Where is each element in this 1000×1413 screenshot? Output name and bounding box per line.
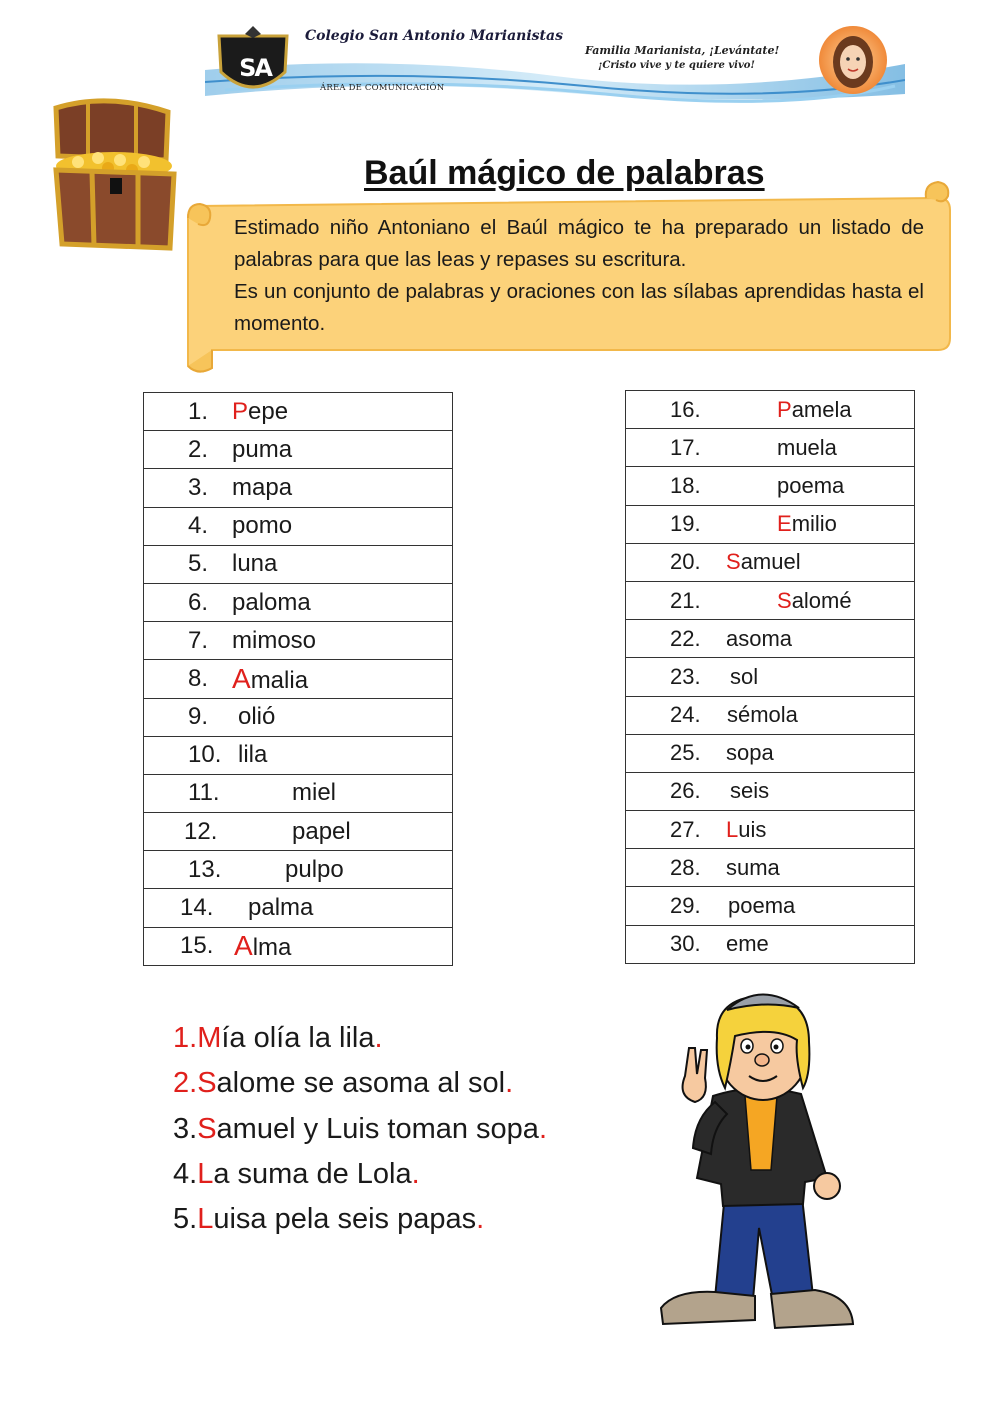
word-number: 5. (188, 550, 209, 578)
table-row (144, 507, 453, 545)
sentence-initial: S (197, 1067, 217, 1100)
word-initial: L (726, 816, 739, 842)
word-text (726, 817, 766, 843)
header-banner (205, 24, 905, 106)
word-text (730, 778, 769, 804)
word-cell (626, 772, 915, 810)
word-rest: olió (238, 703, 276, 731)
intro-text (234, 212, 924, 340)
table-row (626, 734, 915, 772)
word-cell (626, 887, 915, 925)
table-row (144, 583, 453, 621)
table-row (144, 393, 453, 431)
treasure-chest-icon (48, 98, 183, 253)
sentence-list (173, 1016, 547, 1242)
sentence-number: 4. (173, 1157, 198, 1190)
word-text (285, 856, 344, 884)
word-text (726, 626, 792, 652)
word-text (292, 818, 351, 846)
word-text (777, 435, 837, 461)
word-rest: paloma (232, 588, 311, 616)
table-row (626, 925, 915, 963)
sentence-period: . (538, 1112, 547, 1145)
word-rest: pulpo (285, 855, 344, 883)
word-number: 16. (670, 396, 701, 422)
sentence-period: . (505, 1067, 514, 1100)
word-cell (626, 925, 915, 963)
table-row (626, 429, 915, 467)
girl-portrait-icon (819, 26, 887, 94)
table-row (626, 505, 915, 543)
word-rest: poema (728, 893, 796, 919)
word-cell (144, 698, 453, 736)
word-text (238, 741, 267, 769)
word-rest: uis (738, 816, 767, 842)
table-row (626, 887, 915, 925)
sentence-number: 2. (173, 1067, 198, 1100)
word-initial: P (777, 396, 792, 422)
motto-line-1: Familia Marianista, ¡Levántate! (585, 44, 780, 57)
sentence-period: . (476, 1203, 485, 1236)
word-rest: mapa (232, 473, 293, 501)
word-cell (144, 545, 453, 583)
word-text (777, 511, 837, 537)
word-text (232, 663, 308, 695)
word-initial: S (777, 587, 792, 613)
word-text (232, 398, 288, 426)
table-row (144, 431, 453, 469)
word-number: 17. (670, 434, 701, 460)
word-number: 15. (180, 932, 214, 960)
word-rest: palma (248, 894, 314, 922)
sentence-number: 5. (173, 1203, 198, 1236)
word-number: 6. (188, 588, 209, 616)
word-text (726, 931, 769, 957)
word-number: 21. (670, 587, 701, 613)
sentence-number: 1. (173, 1022, 198, 1054)
table-row (626, 811, 915, 849)
table-row (144, 927, 453, 965)
word-rest: puma (232, 435, 293, 463)
sentence-text: amuel y Luis toman sopa (216, 1112, 539, 1145)
table-row (626, 620, 915, 658)
word-rest: suma (726, 854, 780, 880)
word-rest: miel (292, 779, 337, 807)
word-cell (144, 393, 453, 431)
area-name: ÁREA DE COMUNICACIÓN (320, 83, 445, 93)
word-initial: A (232, 662, 251, 694)
table-row (144, 774, 453, 812)
word-number: 2. (188, 435, 209, 463)
word-rest: milio (791, 511, 837, 537)
table-row (626, 543, 915, 581)
word-cell (626, 658, 915, 696)
word-table-left (143, 392, 453, 966)
word-text (777, 473, 844, 499)
word-text (730, 664, 758, 690)
word-text (232, 436, 292, 464)
word-number: 25. (670, 740, 701, 766)
word-cell (144, 774, 453, 812)
word-number: 10. (188, 741, 222, 769)
word-text (238, 703, 275, 731)
word-text (232, 474, 292, 502)
word-cell (626, 581, 915, 619)
word-number: 24. (670, 702, 701, 728)
word-text (777, 588, 852, 614)
word-number: 27. (670, 816, 701, 842)
word-number: 30. (670, 931, 701, 957)
table-row (144, 622, 453, 660)
sentence-item (173, 1016, 547, 1061)
table-row (626, 467, 915, 505)
word-cell (626, 429, 915, 467)
word-cell (626, 620, 915, 658)
word-initial: S (726, 549, 741, 575)
word-initial: E (777, 511, 792, 537)
word-number: 26. (670, 778, 701, 804)
word-rest: amela (791, 396, 852, 422)
word-cell (626, 811, 915, 849)
word-rest: malia (250, 666, 309, 694)
word-number: 8. (188, 664, 209, 692)
sentence-text: a suma de Lola (213, 1157, 412, 1190)
sentence-item (173, 1107, 547, 1152)
word-text (232, 512, 292, 540)
word-cell (626, 467, 915, 505)
word-rest: lila (238, 741, 268, 769)
intro-paragraph-1: Estimado niño Antoniano el Baúl mágico te ha preparado un listado de palabras para que las leas y repases su escritura. (234, 216, 924, 271)
word-cell (144, 469, 453, 507)
table-row (144, 889, 453, 927)
sentence-initial: L (197, 1157, 214, 1190)
word-text (292, 779, 336, 807)
sentence-period: . (411, 1157, 420, 1190)
table-row (626, 658, 915, 696)
sentence-initial: M (197, 1022, 222, 1054)
word-text (726, 549, 801, 575)
word-text (232, 589, 311, 617)
school-name: Colegio San Antonio Marianistas (305, 28, 563, 44)
word-rest: luna (232, 550, 278, 578)
word-text (726, 740, 774, 766)
word-number: 23. (670, 663, 701, 689)
word-cell (626, 543, 915, 581)
sentence-text: uisa pela seis papas (213, 1203, 477, 1236)
word-cell (626, 849, 915, 887)
word-cell (144, 851, 453, 889)
word-table-right (625, 390, 915, 964)
table-row (144, 736, 453, 774)
word-number: 12. (184, 817, 218, 845)
word-cell (626, 734, 915, 772)
word-cell (144, 431, 453, 469)
word-number: 7. (188, 626, 209, 654)
sentence-text: alome se asoma al sol (216, 1067, 506, 1100)
word-number: 29. (670, 893, 701, 919)
intro-scroll (182, 178, 952, 378)
word-rest: sémola (727, 702, 798, 728)
word-text (232, 627, 316, 655)
table-row (144, 698, 453, 736)
table-row (144, 545, 453, 583)
word-number: 9. (188, 703, 209, 731)
word-number: 20. (670, 549, 701, 575)
word-rest: asoma (726, 625, 793, 651)
word-cell (144, 507, 453, 545)
word-cell (144, 660, 453, 698)
word-number: 11. (188, 779, 220, 807)
word-rest: sol (730, 663, 759, 689)
word-text (728, 893, 795, 919)
sentence-text: ía olía la lila (221, 1022, 375, 1054)
word-rest: seis (730, 778, 770, 804)
word-text (727, 702, 798, 728)
word-initial: A (234, 930, 253, 962)
word-text (234, 930, 291, 962)
table-row (144, 660, 453, 698)
sentence-number: 3. (173, 1112, 198, 1145)
word-rest: lma (252, 934, 292, 962)
word-cell (626, 696, 915, 734)
logo-initials: SA (239, 54, 271, 82)
sentence-initial: S (197, 1112, 217, 1145)
motto-line-2: ¡Cristo vive y te quiere vivo! (598, 60, 755, 71)
word-rest: eme (726, 931, 769, 957)
word-cell (144, 927, 453, 965)
word-number: 18. (670, 472, 701, 498)
word-rest: muela (777, 434, 837, 460)
word-rest: mimoso (232, 626, 317, 654)
table-row (144, 813, 453, 851)
table-row (626, 581, 915, 619)
word-number: 28. (670, 854, 701, 880)
word-cell (626, 391, 915, 429)
word-number: 19. (670, 511, 701, 537)
table-row (144, 469, 453, 507)
table-row (144, 851, 453, 889)
word-cell (144, 622, 453, 660)
word-cell (144, 889, 453, 927)
word-number: 3. (188, 473, 209, 501)
boy-character-icon (655, 978, 860, 1358)
word-rest: sopa (726, 740, 774, 766)
word-text (726, 855, 780, 881)
word-cell (144, 736, 453, 774)
intro-paragraph-2: Es un conjunto de palabras y oraciones con las sílabas aprendidas hasta el momento. (234, 280, 924, 335)
table-row (626, 772, 915, 810)
sentence-initial: L (197, 1203, 214, 1236)
word-rest: epe (248, 397, 289, 425)
word-text (248, 894, 313, 922)
sentence-item (173, 1197, 547, 1242)
word-cell (626, 505, 915, 543)
word-rest: alomé (791, 587, 852, 613)
word-rest: amuel (740, 549, 801, 575)
table-row (626, 849, 915, 887)
word-initial: P (232, 397, 249, 425)
word-text (777, 397, 852, 423)
table-row (626, 391, 915, 429)
word-number: 1. (188, 397, 209, 425)
word-rest: poema (777, 472, 845, 498)
word-number: 13. (188, 855, 222, 883)
word-rest: pomo (232, 512, 293, 540)
word-number: 14. (180, 894, 214, 922)
sentence-period: . (374, 1022, 383, 1054)
page-title: Baúl mágico de palabras (364, 154, 765, 192)
word-number: 22. (670, 625, 701, 651)
word-text (232, 550, 277, 578)
word-cell (144, 583, 453, 621)
word-rest: papel (292, 817, 351, 845)
word-number: 4. (188, 512, 209, 540)
sentence-item (173, 1061, 547, 1106)
word-cell (144, 813, 453, 851)
table-row (626, 696, 915, 734)
sentence-item (173, 1152, 547, 1197)
